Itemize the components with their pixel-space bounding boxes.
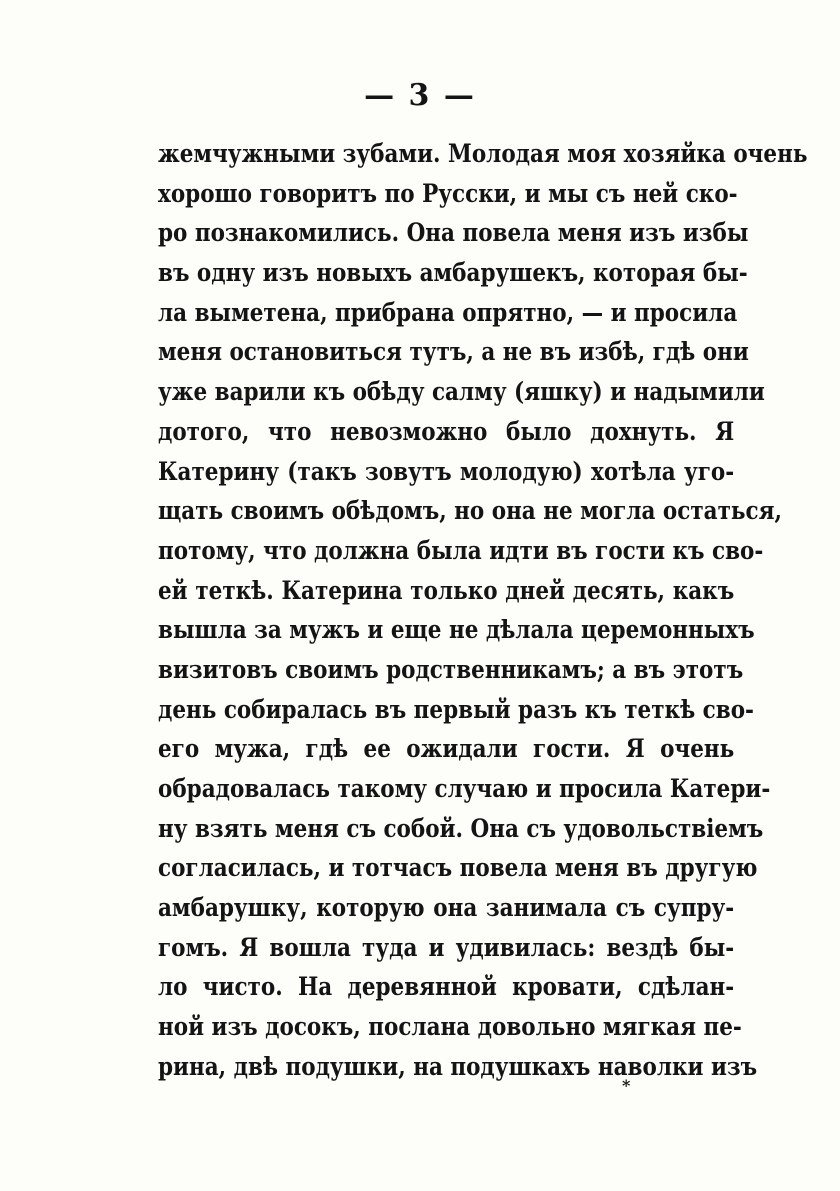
text-line: ро познакомились. Она повела меня изъ избы xyxy=(158,218,749,248)
text-line: его мужа, гдѣ ее ожидали гости. Я очень xyxy=(158,734,735,764)
text-line: Катерину (такъ зовутъ молодую) хотѣла уго- xyxy=(158,456,735,486)
text-line: визитовъ своимъ родственникамъ; а въ этотъ xyxy=(158,654,744,684)
text-line: хорошо говоритъ по Русски, и мы съ ней ско- xyxy=(158,178,738,208)
text-line: гомъ. Я вошла туда и удивилась: вездѣ бы- xyxy=(158,932,735,962)
body-text xyxy=(158,134,808,1087)
text-line: жемчужными зубами. Молодая моя хозяйка очень xyxy=(158,139,808,168)
text-line: день собиралась въ первый разъ къ теткѣ сво- xyxy=(158,694,754,724)
text-line: уже варили къ обѣду салму (яшку) и надымили xyxy=(158,377,765,407)
text-line: ло чисто. На деревянной кровати, сдѣлан- xyxy=(158,972,735,1002)
page-number: — 3 — xyxy=(364,78,476,113)
text-line: ей теткѣ. Катерина только дней десять, какъ xyxy=(158,575,735,605)
text-line: обрадовалась такому случаю и просила Катери- xyxy=(158,774,771,803)
text-line: меня остановиться тутъ, а не въ избѣ, гдѣ они xyxy=(158,337,749,367)
text-line: ну взять меня съ собой. Она съ удовольствіемъ xyxy=(158,813,764,843)
text-line: рина, двѣ подушки, на подушкахъ наволки изъ xyxy=(158,1051,758,1081)
text-line: вышла за мужъ и еще не дѣлала церемонныхъ xyxy=(158,615,755,645)
text-line: щать своимъ обѣдомъ, но она не могла остаться, xyxy=(158,496,782,526)
text-line: амбарушку, которую она занимала съ супру- xyxy=(158,893,735,923)
signature-mark: * xyxy=(622,1076,631,1095)
text-line: согласилась, и тотчасъ повела меня въ другую xyxy=(158,853,758,883)
text-line: ной изъ досокъ, послана довольно мягкая пе- xyxy=(158,1012,742,1042)
text-line: дотого, что невозможно было дохнуть. Я xyxy=(158,416,735,446)
text-line: потому, что должна была идти въ гости къ сво- xyxy=(158,535,764,565)
text-line: въ одну изъ новыхъ амбарушекъ, которая бы- xyxy=(158,258,748,288)
text-line: ла выметена, прибрана опрятно, — и просила xyxy=(158,297,738,327)
